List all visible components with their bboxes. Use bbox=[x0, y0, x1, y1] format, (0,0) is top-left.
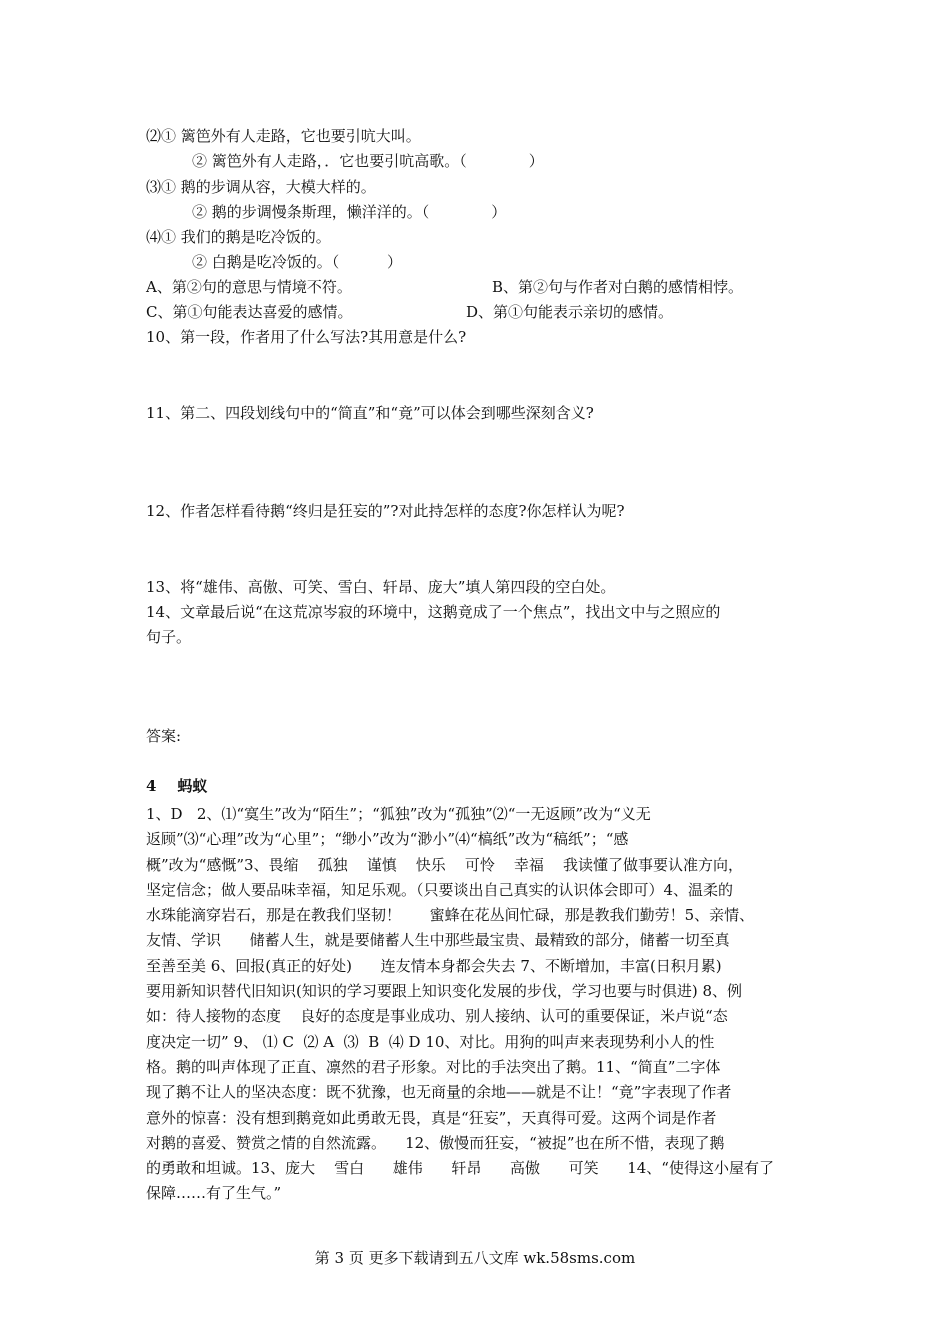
q9-item-4-a: ⑷① 我们的鹅是吃冷饭的。 bbox=[146, 228, 331, 246]
q9-item-2-a: ⑵① 篱笆外有人走路，它也要引吭大叫。 bbox=[146, 127, 421, 145]
answer-line: 意外的惊喜：没有想到鹅竟如此勇敢无畏，真是“狂妄”，天真得可爱。这两个词是作者 bbox=[146, 1108, 717, 1127]
question-11: 11、第二、四段划线句中的“简直”和“竟”可以体会到哪些深刻含义? bbox=[146, 404, 594, 422]
answer-body bbox=[146, 802, 826, 1207]
q9-item-2-b: ② 篱笆外有人走路，．它也要引吭高歌。（ ） bbox=[192, 152, 544, 170]
answer-label: 答案: bbox=[146, 727, 182, 745]
answer-line: 友情、学识 储蓄人生，就是要储蓄人生中那些最宝贵、最精致的部分，储蓄一切至真 bbox=[146, 931, 730, 950]
answer-line: 至善至美 6、回报(真正的好处) 连友情本身都会失去 7、不断增加，丰富(日积月累) bbox=[146, 956, 722, 975]
answer-line: 对鹅的喜爱、赞赏之情的自然流露。 12、傲慢而狂妄，“被捉”也在所不惜，表现了鹅 bbox=[146, 1133, 725, 1152]
answer-line: 要用新知识替代旧知识(知识的学习要跟上知识变化发展的步伐，学习也要与时俱进) 8、例 bbox=[146, 982, 743, 1001]
question-12: 12、作者怎样看待鹅“终归是狂妄的”?对此持怎样的态度?你怎样认为呢? bbox=[146, 502, 625, 520]
q9-item-3-a: ⑶① 鹅的步调从容，大模大样的。 bbox=[146, 178, 376, 196]
q9-option-c: C、第①句能表达喜爱的感情。 bbox=[146, 303, 353, 321]
q9-item-4-b: ② 白鹅是吃冷饭的。（ ） bbox=[192, 253, 402, 271]
answer-line: 度决定一切” 9、 ⑴ C ⑵ A ⑶ B ⑷ D 10、对比。用狗的叫声来表现势利小人的性 bbox=[146, 1032, 715, 1051]
answer-line: 现了鹅不让人的坚决态度：既不犹豫，也无商量的余地——就是不让！“竟”字表现了作者 bbox=[146, 1083, 732, 1102]
answer-line: 格。鹅的叫声体现了正直、凛然的君子形象。对比的手法突出了鹅。11、“简直”二字体 bbox=[146, 1057, 721, 1076]
answer-line: 保障……有了生气。” bbox=[146, 1184, 282, 1203]
question-13: 13、将“雄伟、高傲、可笑、雪白、轩昂、庞大”填人第四段的空白处。 bbox=[146, 578, 616, 596]
question-14-line-2: 句子。 bbox=[146, 628, 192, 646]
q9-item-3-b: ② 鹅的步调慢条斯理，懒洋洋的。（ ） bbox=[192, 203, 507, 221]
answer-line: 坚定信念；做人要品味幸福，知足乐观。（只要谈出自己真实的认识体会即可）4、温柔的 bbox=[146, 880, 734, 899]
q9-option-b: B、第②句与作者对白鹅的感情相悖。 bbox=[492, 278, 744, 296]
page-footer: 第 3 页 更多下载请到五八文库 wk.58sms.com bbox=[314, 1249, 636, 1267]
answer-line: 概”改为“感慨”3、畏缩 孤独 谨慎 快乐 可怜 幸福 我读懂了做事要认准方向， bbox=[146, 855, 743, 874]
q9-option-a: A、第②句的意思与情境不符。 bbox=[146, 278, 352, 296]
q9-option-d: D、第①句能表示亲切的感情。 bbox=[466, 303, 674, 321]
answer-line: 返顾”⑶“心理”改为“心里”；“缈小”改为“渺小”⑷“槁纸”改为“稿纸”；“感 bbox=[146, 830, 629, 849]
answer-line: 如：待人接物的态度 良好的态度是事业成功、别人接纳、认可的重要保证，米卢说“态 bbox=[146, 1007, 728, 1026]
question-14-line-1: 14、文章最后说“在这荒凉岑寂的环境中，这鹅竟成了一个焦点”，找出文中与之照应的 bbox=[146, 603, 721, 621]
answer-line: 的勇敢和坦诚。13、庞大 雪白 雄伟 轩昂 高傲 可笑 14、“使得这小屋有了 bbox=[146, 1159, 774, 1178]
answer-section-title: 4 蚂蚁 bbox=[146, 777, 208, 795]
question-10: 10、第一段，作者用了什么写法?其用意是什么? bbox=[146, 328, 467, 346]
answer-line: 水珠能滴穿岩石，那是在教我们坚韧！ 蜜蜂在花丛间忙碌，那是教我们勤劳！5、亲情、 bbox=[146, 906, 755, 925]
answer-line: 1、D 2、⑴“寞生”改为“陌生”；“狐独”改为“孤独”⑵“一无返顾”改为“义无 bbox=[146, 805, 651, 823]
